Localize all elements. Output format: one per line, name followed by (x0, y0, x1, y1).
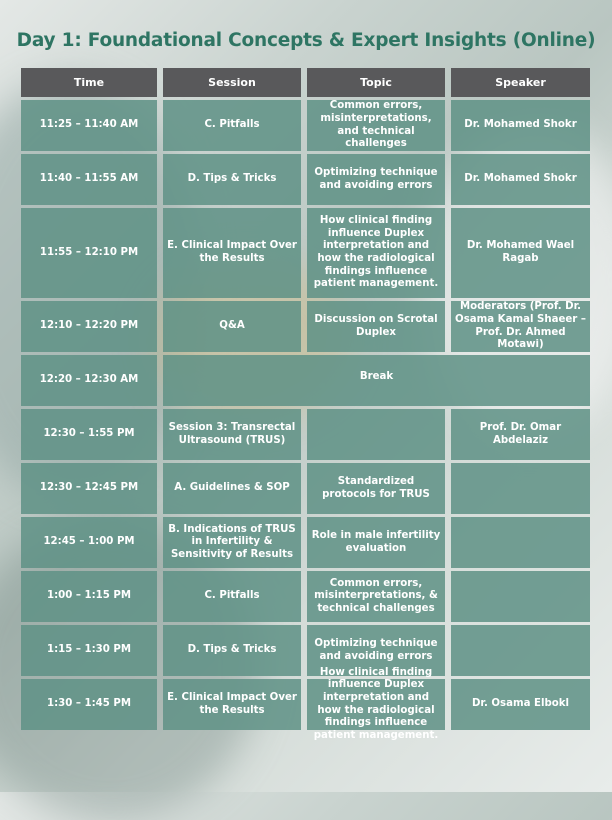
time-cell: 12:30 – 12:45 PM (21, 463, 157, 514)
time-cell: 11:40 – 11:55 AM (21, 154, 157, 205)
session-cell: D. Tips & Tricks (163, 154, 301, 205)
time-cell: 1:30 – 1:45 PM (21, 679, 157, 730)
speaker-cell: Moderators (Prof. Dr. Osama Kamal Shaeer – Prof. Dr. Ahmed Motawi) (451, 301, 590, 352)
time-cell: 12:10 – 12:20 PM (21, 301, 157, 352)
time-cell: 11:55 – 12:10 PM (21, 208, 157, 298)
session-cell: Q&A (163, 301, 301, 352)
speaker-cell (451, 463, 590, 514)
speaker-cell: Prof. Dr. Omar Abdelaziz (451, 409, 590, 460)
session-cell: E. Clinical Impact Over the Results (163, 208, 301, 298)
page-title: Day 1: Foundational Concepts & Expert Insights (Online) (16, 30, 596, 51)
topic-cell: Optimizing technique and avoiding errors (307, 154, 445, 205)
break-cell: Break (163, 355, 590, 406)
time-cell: 12:20 – 12:30 AM (21, 355, 157, 406)
column-header-session: Session (163, 68, 301, 97)
topic-cell: influence Duplex interpretation and how the radiological findings influence patient management. (307, 679, 445, 730)
time-cell: 12:45 – 1:00 PM (21, 517, 157, 568)
time-cell: 12:30 – 1:55 PM (21, 409, 157, 460)
column-header-time: Time (21, 68, 157, 97)
session-cell: B. Indications of TRUS in Infertility & Sensitivity of Results (163, 517, 301, 568)
column-header-speaker: Speaker (451, 68, 590, 97)
topic-cell: Common errors, misinterpretations, & technical challenges (307, 571, 445, 622)
speaker-cell: Dr. Mohamed Wael Ragab (451, 208, 590, 298)
speaker-cell (451, 625, 590, 676)
schedule-table (21, 68, 589, 764)
speaker-cell: Dr. Mohamed Shokr (451, 154, 590, 205)
session-cell: C. Pitfalls (163, 100, 301, 151)
topic-cell: Common errors, misinterpretations, and technical challenges (307, 100, 445, 151)
topic-cell: How clinical finding influence Duplex interpretation and how the radiological findings influence patient management. (307, 208, 445, 298)
speaker-cell: Dr. Osama Elbokl (451, 679, 590, 730)
time-cell: 1:00 – 1:15 PM (21, 571, 157, 622)
topic-cell: Discussion on Scrotal Duplex (307, 301, 445, 352)
speaker-cell (451, 517, 590, 568)
session-cell: A. Guidelines & SOP (163, 463, 301, 514)
session-cell: E. Clinical Impact Over the Results (163, 679, 301, 730)
time-cell: 11:25 – 11:40 AM (21, 100, 157, 151)
speaker-cell: Dr. Mohamed Shokr (451, 100, 590, 151)
topic-cell: Optimizing technique and avoiding errors (307, 625, 445, 676)
time-cell: 1:15 – 1:30 PM (21, 625, 157, 676)
topic-cell (307, 409, 445, 460)
speaker-cell (451, 571, 590, 622)
topic-cell: Role in male infertility evaluation (307, 517, 445, 568)
topic-cell: Standardized protocols for TRUS (307, 463, 445, 514)
session-cell: D. Tips & Tricks (163, 625, 301, 676)
session-cell: C. Pitfalls (163, 571, 301, 622)
session-cell: Session 3: Transrectal Ultrasound (TRUS) (163, 409, 301, 460)
column-header-topic: Topic (307, 68, 445, 97)
